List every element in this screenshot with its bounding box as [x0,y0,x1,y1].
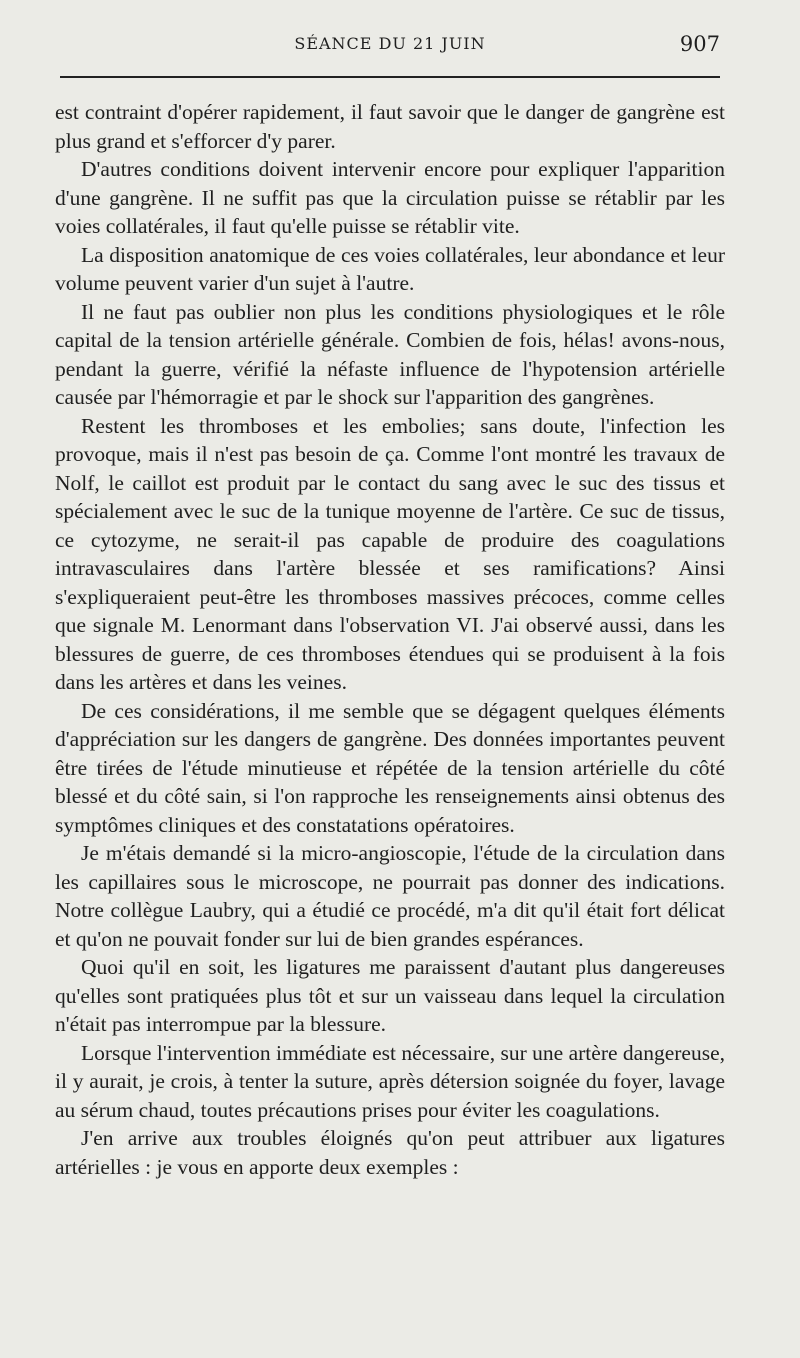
running-title: SÉANCE DU 21 JUIN [294,34,486,53]
paragraph: La disposition anatomique de ces voies collatérales, leur abondance et leur volume peuvent varier d'un sujet à l'autre. [55,242,725,295]
paragraph: J'en arrive aux troubles éloignés qu'on peut attribuer aux ligatures artérielles : je vous en apporte deux exemples : [55,1126,725,1179]
paragraph-continued: est contraint d'opérer rapidement, il faut savoir que le danger de gangrène est plus grand et s'efforcer d'y parer. [55,100,725,153]
paragraph: Lorsque l'intervention immédiate est nécessaire, sur une artère dangereuse, il y aurait, je crois, à tenter la suture, après détersion soignée du foyer, lavage au sérum chaud, toutes précautions prises pour éviter les coagulations. [55,1040,725,1122]
paragraph: Je m'étais demandé si la micro-angioscopie, l'étude de la circulation dans les capillaires sous le microscope, ne pourrait pas donner des indications. Notre collègue Laubry, qui a étudié ce procédé, m'a dit qu'il était fort délicat et qu'on ne pouvait fonder sur lui de bien grandes espérances. [55,841,725,951]
paragraph: D'autres conditions doivent intervenir encore pour expliquer l'apparition d'une gangrène. Il ne suffit pas que la circulation puisse se rétablir par les voies collatérales, il faut qu'elle puisse se rétablir vite. [55,157,725,238]
body-text [55,98,725,1181]
running-head [60,30,720,60]
paragraph: De ces considérations, il me semble que se dégagent quelques éléments d'appréciation sur les dangers de gangrène. Des données importantes peuvent être tirées de l'étude minutieuse et répétée de la tension artérielle du côté blessé et du côté sain, si l'on rapproche les renseignements ainsi obtenus des symptômes cliniques et des constatations opératoires. [55,698,725,837]
header-rule [60,76,720,78]
paragraph: Quoi qu'il en soit, les ligatures me paraissent d'autant plus dangereuses qu'elles sont pratiquées plus tôt et sur un vaisseau dans lequel la circulation n'était pas interrompue par la blessure. [55,955,725,1036]
paragraph: Restent les thromboses et les embolies; sans doute, l'infection les provoque, mais il n'est pas besoin de ça. Comme l'ont montré les travaux de Nolf, le caillot est produit par le contact du sang avec le suc des tissus et spécialement avec le suc de la tunique moyenne de l'artère. Ce suc de tissus, ce cytozyme, ne serait-il pas capable de produire des coagulations intravasculaires dans l'artère blessée et ses ramifications? Ainsi s'expliqueraient peut-être les thromboses massives précoces, comme celles que signale M. Lenormant dans l'observation VI. J'ai observé aussi, dans les blessures de guerre, de ces thromboses étendues qui se produisent à la fois dans les artères et dans les veines. [55,413,725,694]
paragraph: Il ne faut pas oublier non plus les conditions physiologiques et le rôle capital de la tension artérielle générale. Combien de fois, hélas! avons-nous, pendant la guerre, vérifié la néfaste influence de l'hypotension artérielle causée par l'hémorragie et par le shock sur l'apparition des gangrènes. [55,299,725,409]
page-number: 907 [679,32,720,56]
